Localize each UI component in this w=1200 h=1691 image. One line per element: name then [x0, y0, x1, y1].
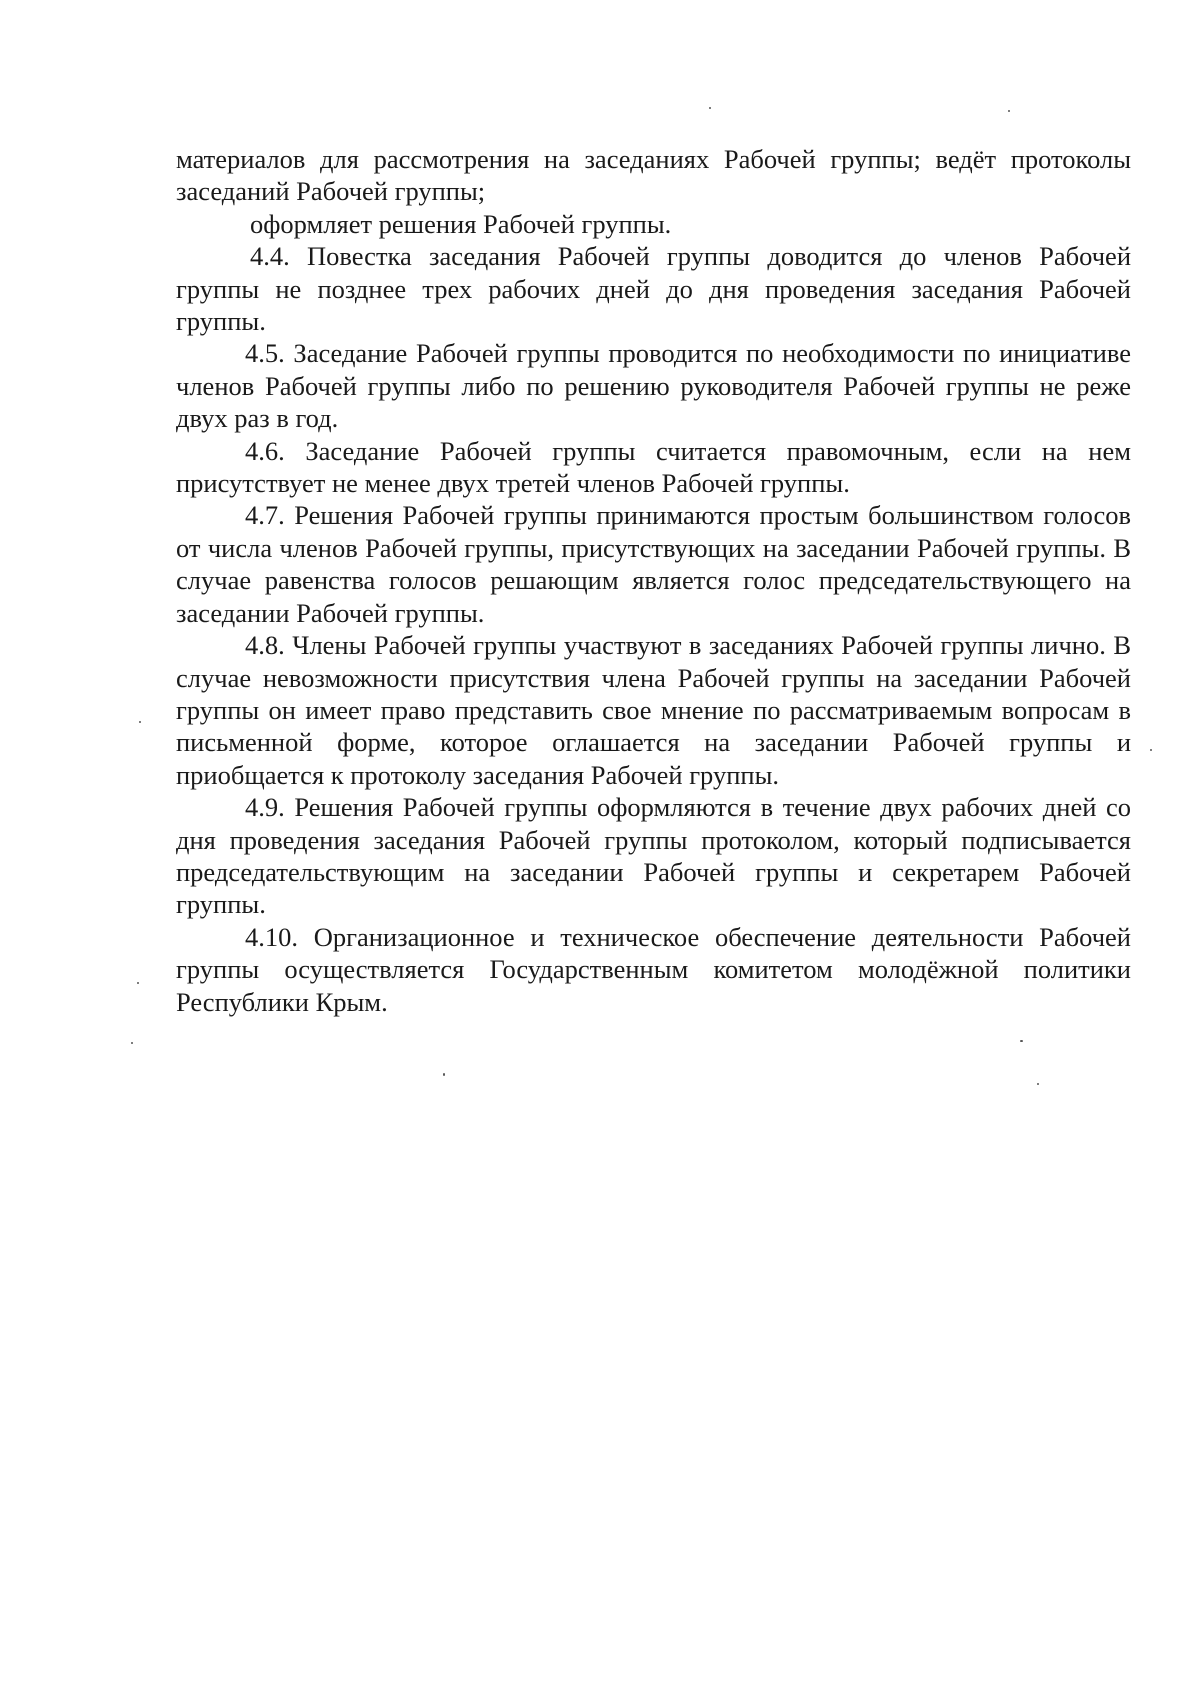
paragraph-4-4: 4.4. Повестка заседания Рабочей группы доводится до членов Рабочей группы не позднее трех рабочих дней до дня проведения заседания Рабочей группы. [176, 241, 1131, 337]
scan-speck [443, 1073, 445, 1076]
paragraph-4-10: 4.10. Организационное и техническое обеспечение деятельности Рабочей группы осуществляется Государственным комитетом молодёжной политики Республики Крым. [176, 921, 1131, 1017]
paragraph-4-9: 4.9. Решения Рабочей группы оформляются в течение двух рабочих дней со дня проведения заседания Рабочей группы протоколом, который подписывается председательствующим на заседании Рабочей группы и секретарем Рабочей группы. [176, 792, 1131, 920]
paragraph-formalizes-decisions: оформляет решения Рабочей группы. [250, 208, 672, 239]
scan-speck [1020, 1040, 1023, 1042]
paragraph-4-5: 4.5. Заседание Рабочей группы проводится по необходимости по инициативе членов Рабочей группы либо по решению руководителя Рабочей группы не реже двух раз в год. [176, 338, 1131, 434]
scan-speck [1150, 749, 1152, 751]
scan-speck [131, 1042, 133, 1044]
paragraph-continuation: материалов для рассмотрения на заседаниях Рабочей группы; ведёт протоколы заседаний Рабочей группы; [176, 144, 1131, 207]
scan-speck [709, 107, 711, 109]
scan-speck [139, 721, 141, 723]
paragraph-4-7: 4.7. Решения Рабочей группы принимаются простым большинством голосов от числа членов Рабочей группы, присутствующих на заседании Рабочей группы. В случае равенства голосов решающим является голос председательствующего на заседании Рабочей группы. [176, 500, 1131, 628]
paragraph-4-8: 4.8. Члены Рабочей группы участвуют в заседаниях Рабочей группы лично. В случае невозможности присутствия члена Рабочей группы на заседании Рабочей группы он имеет право представить свое мнение по рассматриваемым вопросам в письменной форме, которое оглашается на заседании Рабочей группы и приобщается к протоколу заседания Рабочей группы. [176, 630, 1131, 790]
document-body [176, 143, 1131, 1018]
scan-speck [1037, 1083, 1039, 1085]
scan-speck [137, 982, 139, 984]
scan-speck [1008, 110, 1010, 112]
paragraph-4-6: 4.6. Заседание Рабочей группы считается правомочным, если на нем присутствует не менее двух третей членов Рабочей группы. [176, 435, 1131, 499]
